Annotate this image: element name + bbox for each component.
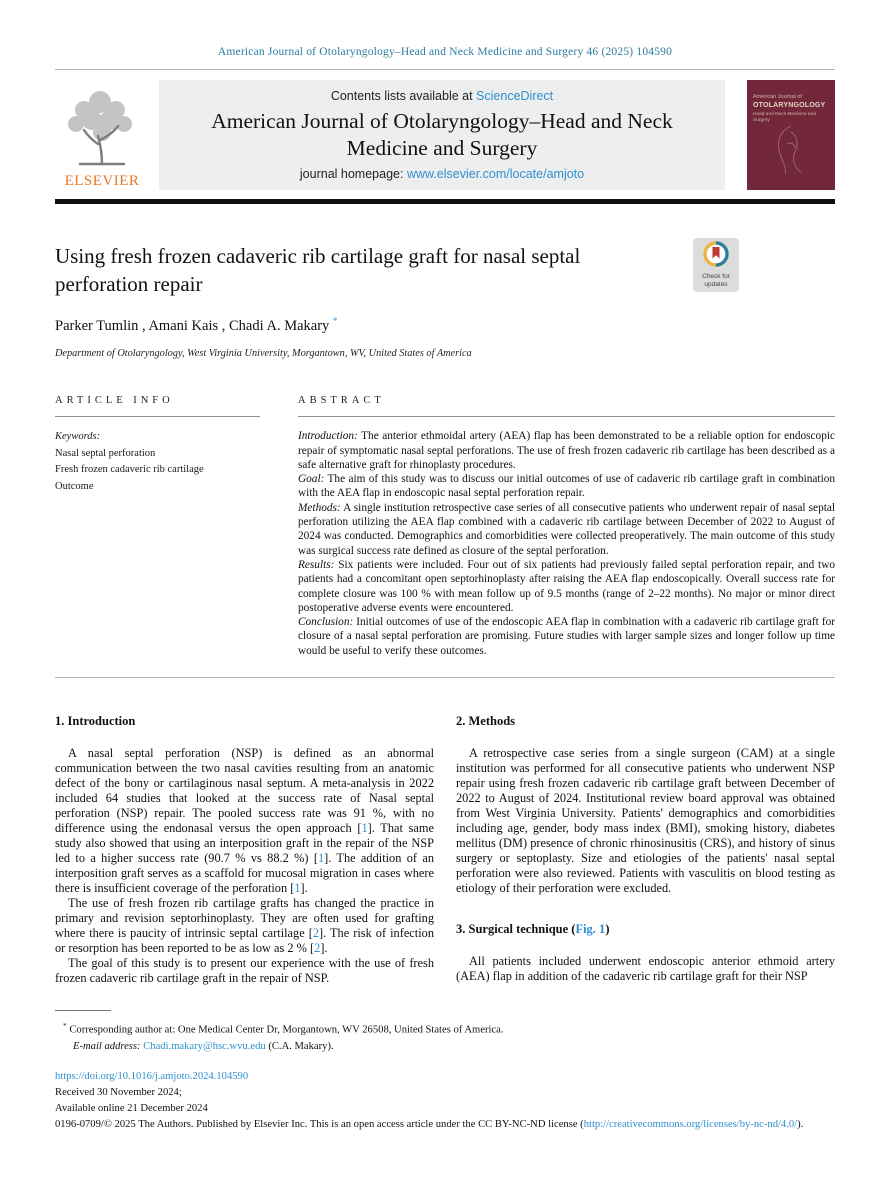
doi-link[interactable]: https://doi.org/10.1016/j.amjoto.2024.104590 [55,1070,249,1082]
copyright-license-line [55,1117,835,1133]
elsevier-tree-icon [60,86,144,171]
abstract-results [298,558,835,615]
article-info-column [55,395,260,658]
contents-lists-line [169,89,715,103]
article-info-heading: ARTICLE INFO [55,395,260,417]
text-segment: The use of fresh frozen rib cartilage grafts has changed the practice in primary and revision septorhinoplasty. They are often used for grafting where there is paucity of intrinsic septal cartilage [ [55,896,434,941]
abstract-text: A single institution retrospective case series of all consecutive patients who underwent repair of nasal septal perforation utilizing the AEA flap combined with a cadaveric rib cartilage between December of 2022 to August of 2024 was conducted. Demographics and comorbidities were collected preoperatively. The main outcome of this study was surgical success rate defined as closure of the septal perforation. [298,501,836,557]
technique-paragraph: All patients included underwent endoscopic anterior ethmoid artery (AEA) flap in addition of the cadaveric rib cartilage graft for their NSP [456,954,835,984]
cover-title-line1: American Journal of [753,94,802,100]
elsevier-logo[interactable] [55,80,159,190]
text-segment: ]. That same study also showed that using an interposition graft in the repair of the NSP led to a higher success rate (90.7 % vs 88.2 %) [ [55,821,434,866]
keyword: Fresh frozen cadaveric rib cartilage [55,464,204,476]
section-heading-introduction: 1. Introduction [55,714,136,729]
text-segment: ) [605,922,610,937]
journal-banner [55,80,835,190]
abstract-label: Results: [298,558,335,571]
text-segment: 0196-0709/© 2025 The Authors. Published by Elsevier Inc. This is an open access article under the CC BY-NC-ND license ( [55,1118,584,1130]
text-segment: 3. Surgical technique ( [456,922,576,937]
author-list [55,316,835,335]
journal-homepage-line [169,167,715,181]
text-segment: journal homepage: [299,167,407,181]
text-segment: Contents lists available at [330,89,477,103]
text-segment: ]. [300,881,308,896]
abstract-text: The aim of this study was to discuss our initial outcomes of use of cadaveric rib cartilage graft in combination with the AEA flap in endoscopic nasal septal perforation repair. [298,473,836,500]
info-abstract-section [55,395,835,658]
inline-link[interactable]: 1 [294,881,301,896]
abstract-conclusion [298,615,835,658]
text-segment: Parker Tumlin , Amani Kais , Chadi A. Makary [55,318,330,335]
text-segment: ]. [320,941,328,956]
inline-link[interactable]: 1 [317,851,325,866]
abstract-text: The anterior ethmoidal artery (AEA) flap has been demonstrated to be a reliable option for endoscopic repair of symptomatic nasal septal perforations. The use of fresh frozen cadaveric rib cartilage has been described as a safe alternative graft for rhinoplasty procedures. [298,430,835,471]
abstract-text: Six patients were included. Four out of six patients had previously failed septal perforation repair, and two patients had a concomitant open septorhinoplasty after raising the AEA flap endoscopically. Overall success rate for complete closure was 100 % with mean follow up of 9.5 months (range of 2–22 months). No major or minor direct postoperative adverse events were encountered. [298,558,836,614]
text-segment: (C.A. Makary). [265,1040,334,1052]
abstract-label: Methods: [298,501,341,514]
intro-paragraph [55,746,434,896]
methods-paragraph: A retrospective case series from a single surgeon (CAM) at a single institution was performed for all consecutive patients who underwent NSP repair using fresh frozen cadaveric rib cartilage graft between December of 2022 to August of 2024. Institutional review board approval was obtained from West Virginia University. Patients' demographics and comorbidities including age, gender, body mass index (BMI), smoking history, diabetes mellitus (DM) presence of chronic rhinosinusitis (CRS), and history of sinus surgery or septoplasty. Size and etiologies of the patients' nasal septal perforation were also reviewed. Patients with vasculitis on blood testing as etiology of their perforation were excluded. [456,746,835,896]
corresponding-author-note [55,1018,835,1039]
abstract-introduction [298,429,835,472]
text-segment: * [63,1021,67,1031]
right-column [456,714,835,986]
check-for-updates-label: Check for updates [702,272,730,288]
abstract-label: Conclusion: [298,616,354,629]
header-divider [55,69,835,70]
text-segment: ]. The addition of an interposition graft serves as a scaffold for mucosal migration in cases where there is insufficient coverage of the perforation [ [55,851,434,896]
abstract-label: Introduction: [298,430,358,443]
crossmark-icon [703,254,729,271]
received-date: Received 30 November 2024; [55,1086,182,1098]
abstract-heading: ABSTRACT [298,395,835,417]
abstract-text: Initial outcomes of use of the endoscopic AEA flap in combination with a cadaveric rib cartilage graft for closure of a nasal septal perforation are promising. Future studies with larger sample sizes and longer follow up time would be useful to verify these outcomes. [298,616,835,657]
banner-bottom-rule [55,199,835,204]
abstract-column [298,395,835,658]
cover-title-line2: OTOLARYNGOLOGY [753,101,826,109]
elsevier-wordmark: ELSEVIER [64,173,140,189]
inline-link[interactable]: Chadi.makary@hsc.wvu.edu [143,1040,266,1052]
inline-link[interactable]: * [332,316,338,327]
title-row [55,242,835,300]
inline-link[interactable]: ScienceDirect [476,89,554,103]
abstract-goal [298,472,835,501]
banner-center [159,80,725,190]
inline-link[interactable]: Fig. 1 [575,922,606,937]
section-heading-surgical-technique [456,922,835,937]
keywords-label: Keywords: [55,431,101,443]
left-column [55,714,434,986]
footnote-block [55,1010,835,1133]
affiliation: Department of Otolaryngology, West Virginia University, Morgantown, WV, United States of America [55,348,472,360]
text-segment: Corresponding author at: One Medical Center Dr, Morgantown, WV 26508, United States of America. [66,1024,504,1036]
available-online-date: Available online 21 December 2024 [55,1102,208,1114]
inline-link[interactable]: 2 [314,941,321,956]
body-columns [55,714,835,986]
keyword: Outcome [55,480,94,492]
check-for-updates-badge[interactable] [693,238,739,292]
citation-header: American Journal of Otolaryngology–Head and Neck Medicine and Surgery 46 (2025) 104590 [217,46,673,58]
journal-cover-thumbnail [747,80,835,190]
inline-link[interactable]: www.elsevier.com/locate/amjoto [406,167,585,181]
text-segment: E-mail address: [73,1040,141,1052]
keyword: Nasal septal perforation [55,448,156,460]
abstract-methods [298,501,835,558]
section-heading-methods: 2. Methods [456,714,516,729]
inline-link[interactable]: 2 [312,926,319,941]
article-title: Using fresh frozen cadaveric rib cartilage graft for nasal septal perforation repair [55,243,581,297]
abstract-label: Goal: [298,473,325,486]
intro-paragraph [55,896,434,956]
cover-title-line3: Head and Neck Medicine and Surgery [753,111,816,124]
inline-link[interactable]: http://creativecommons.org/licenses/by-nc-nd/4.0/ [583,1118,798,1130]
inline-link[interactable]: 1 [361,821,368,836]
text-segment: ). [797,1118,804,1130]
text-segment: A nasal septal perforation (NSP) is defined as an abnormal communication between the two nasal cavities resulting from an anatomic defect of the bony or cartilaginous nasal septum. A meta-analysis in 2022 included 64 studies that looked at the success rate of Nasal septal perforation (NSP) repair. The pooled success rate was 91 %, with no difference using the endonasal versus the open approach [ [55,746,434,836]
cover-anatomy-sketch-icon [761,122,821,182]
text-segment: ]. The risk of infection or resorption has been reported to be as low as 2 % [ [55,926,434,956]
intro-paragraph: The goal of this study is to present our experience with the use of fresh frozen cadaveric rib cartilage graft in the repair of NSP. [55,956,434,986]
abstract-bottom-divider [55,677,835,678]
footnote-separator [55,1010,111,1011]
email-address-note [55,1039,835,1055]
journal-title: American Journal of Otolaryngology–Head and Neck Medicine and Surgery [211,108,673,160]
